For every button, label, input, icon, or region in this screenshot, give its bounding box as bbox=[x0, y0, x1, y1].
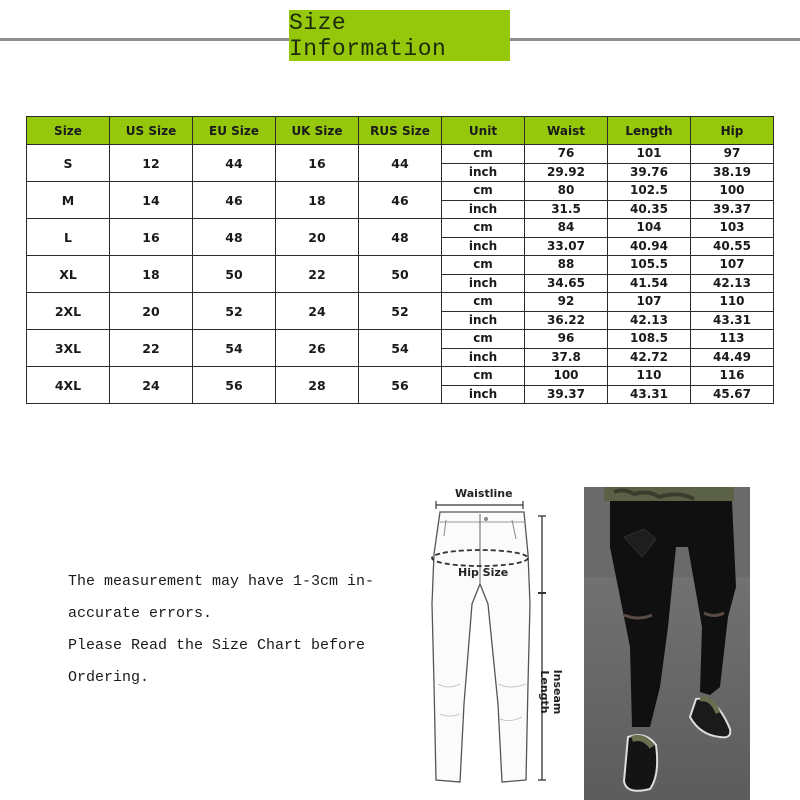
cell-size: XL bbox=[27, 256, 110, 293]
cell-rus-size: 46 bbox=[359, 182, 442, 219]
header-hip: Hip bbox=[691, 117, 774, 145]
cell-waist: 29.92 bbox=[525, 163, 608, 182]
cell-length: 105.5 bbox=[608, 256, 691, 275]
header-rule-left bbox=[0, 38, 290, 41]
note-line-3: Please Read the Size Chart before bbox=[68, 637, 366, 654]
note-line-4: Ordering. bbox=[68, 669, 150, 686]
cell-eu-size: 52 bbox=[193, 293, 276, 330]
cell-length: 41.54 bbox=[608, 274, 691, 293]
header-eu-size: EU Size bbox=[193, 117, 276, 145]
cell-hip: 110 bbox=[691, 293, 774, 312]
cell-waist: 88 bbox=[525, 256, 608, 275]
cell-eu-size: 48 bbox=[193, 219, 276, 256]
cell-length: 108.5 bbox=[608, 330, 691, 349]
cell-length: 101 bbox=[608, 145, 691, 164]
cell-size: 4XL bbox=[27, 367, 110, 404]
cell-size: S bbox=[27, 145, 110, 182]
header-size: Size bbox=[27, 117, 110, 145]
cell-unit: inch bbox=[442, 274, 525, 293]
cell-uk-size: 20 bbox=[276, 219, 359, 256]
cell-unit: inch bbox=[442, 200, 525, 219]
cell-uk-size: 26 bbox=[276, 330, 359, 367]
cell-unit: inch bbox=[442, 163, 525, 182]
jeans-photo-image bbox=[584, 487, 750, 800]
cell-length: 40.94 bbox=[608, 237, 691, 256]
cell-unit: cm bbox=[442, 330, 525, 349]
table-row bbox=[27, 219, 774, 238]
cell-eu-size: 50 bbox=[193, 256, 276, 293]
cell-length: 40.35 bbox=[608, 200, 691, 219]
cell-rus-size: 50 bbox=[359, 256, 442, 293]
banner-title: Size Information bbox=[289, 9, 447, 62]
table-row bbox=[27, 145, 774, 164]
table-row bbox=[27, 256, 774, 275]
cell-eu-size: 56 bbox=[193, 367, 276, 404]
cell-unit: inch bbox=[442, 237, 525, 256]
cell-size: L bbox=[27, 219, 110, 256]
cell-us-size: 14 bbox=[110, 182, 193, 219]
cell-waist: 100 bbox=[525, 367, 608, 386]
header-us-size: US Size bbox=[110, 117, 193, 145]
cell-waist: 76 bbox=[525, 145, 608, 164]
cell-length: 42.72 bbox=[608, 348, 691, 367]
cell-us-size: 12 bbox=[110, 145, 193, 182]
cell-hip: 44.49 bbox=[691, 348, 774, 367]
cell-eu-size: 44 bbox=[193, 145, 276, 182]
cell-waist: 92 bbox=[525, 293, 608, 312]
header-rus-size: RUS Size bbox=[359, 117, 442, 145]
cell-unit: inch bbox=[442, 311, 525, 330]
inseam-length-label: Inseam Length bbox=[538, 669, 564, 715]
cell-uk-size: 18 bbox=[276, 182, 359, 219]
cell-eu-size: 46 bbox=[193, 182, 276, 219]
cell-length: 110 bbox=[608, 367, 691, 386]
cell-unit: inch bbox=[442, 348, 525, 367]
header-unit: Unit bbox=[442, 117, 525, 145]
cell-hip: 100 bbox=[691, 182, 774, 201]
cell-length: 43.31 bbox=[608, 385, 691, 404]
cell-us-size: 16 bbox=[110, 219, 193, 256]
pants-measurement-diagram bbox=[428, 484, 564, 789]
cell-unit: inch bbox=[442, 385, 525, 404]
table-row bbox=[27, 367, 774, 386]
note-line-2: accurate errors. bbox=[68, 605, 213, 622]
cell-hip: 38.19 bbox=[691, 163, 774, 182]
cell-waist: 36.22 bbox=[525, 311, 608, 330]
cell-unit: cm bbox=[442, 145, 525, 164]
cell-rus-size: 44 bbox=[359, 145, 442, 182]
cell-unit: cm bbox=[442, 182, 525, 201]
measurement-note bbox=[68, 566, 408, 694]
cell-waist: 84 bbox=[525, 219, 608, 238]
cell-unit: cm bbox=[442, 293, 525, 312]
size-information-banner bbox=[289, 10, 510, 61]
cell-us-size: 22 bbox=[110, 330, 193, 367]
cell-waist: 80 bbox=[525, 182, 608, 201]
cell-hip: 42.13 bbox=[691, 274, 774, 293]
size-chart-table bbox=[26, 116, 774, 404]
cell-hip: 103 bbox=[691, 219, 774, 238]
cell-length: 107 bbox=[608, 293, 691, 312]
cell-hip: 113 bbox=[691, 330, 774, 349]
table-row bbox=[27, 293, 774, 312]
cell-length: 102.5 bbox=[608, 182, 691, 201]
header-length: Length bbox=[608, 117, 691, 145]
table-header-row bbox=[27, 117, 774, 145]
cell-unit: cm bbox=[442, 367, 525, 386]
table-row bbox=[27, 182, 774, 201]
cell-length: 42.13 bbox=[608, 311, 691, 330]
cell-unit: cm bbox=[442, 256, 525, 275]
cell-unit: cm bbox=[442, 219, 525, 238]
cell-waist: 31.5 bbox=[525, 200, 608, 219]
note-line-1: The measurement may have 1-3cm in- bbox=[68, 573, 375, 590]
cell-rus-size: 48 bbox=[359, 219, 442, 256]
cell-length: 39.76 bbox=[608, 163, 691, 182]
product-photo-jeans bbox=[584, 487, 750, 800]
cell-waist: 39.37 bbox=[525, 385, 608, 404]
cell-rus-size: 52 bbox=[359, 293, 442, 330]
cell-length: 104 bbox=[608, 219, 691, 238]
header-uk-size: UK Size bbox=[276, 117, 359, 145]
cell-hip: 40.55 bbox=[691, 237, 774, 256]
cell-waist: 34.65 bbox=[525, 274, 608, 293]
cell-hip: 107 bbox=[691, 256, 774, 275]
cell-hip: 39.37 bbox=[691, 200, 774, 219]
cell-us-size: 18 bbox=[110, 256, 193, 293]
cell-uk-size: 22 bbox=[276, 256, 359, 293]
cell-us-size: 20 bbox=[110, 293, 193, 330]
cell-size: 2XL bbox=[27, 293, 110, 330]
cell-us-size: 24 bbox=[110, 367, 193, 404]
cell-size: 3XL bbox=[27, 330, 110, 367]
cell-size: M bbox=[27, 182, 110, 219]
cell-rus-size: 56 bbox=[359, 367, 442, 404]
cell-hip: 45.67 bbox=[691, 385, 774, 404]
cell-rus-size: 54 bbox=[359, 330, 442, 367]
cell-waist: 37.8 bbox=[525, 348, 608, 367]
cell-waist: 96 bbox=[525, 330, 608, 349]
header-waist: Waist bbox=[525, 117, 608, 145]
cell-waist: 33.07 bbox=[525, 237, 608, 256]
cell-eu-size: 54 bbox=[193, 330, 276, 367]
hip-size-label: Hip Size bbox=[458, 566, 509, 579]
cell-hip: 43.31 bbox=[691, 311, 774, 330]
cell-uk-size: 16 bbox=[276, 145, 359, 182]
cell-uk-size: 28 bbox=[276, 367, 359, 404]
table-row bbox=[27, 330, 774, 349]
cell-uk-size: 24 bbox=[276, 293, 359, 330]
cell-hip: 97 bbox=[691, 145, 774, 164]
cell-hip: 116 bbox=[691, 367, 774, 386]
pants-outline-icon bbox=[428, 484, 558, 789]
waistline-label: Waistline bbox=[455, 487, 513, 500]
header-rule-right bbox=[510, 38, 800, 41]
